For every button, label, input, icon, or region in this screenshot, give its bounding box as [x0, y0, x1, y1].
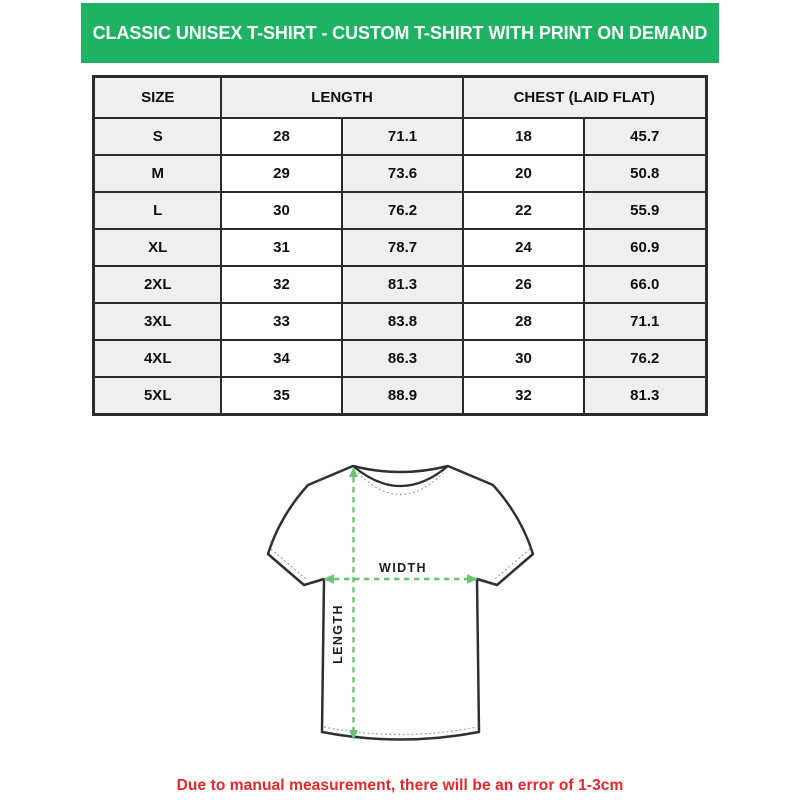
length-cm-cell: 83.8	[342, 303, 463, 340]
chest-in-cell: 22	[463, 192, 584, 229]
chest-in-cell: 24	[463, 229, 584, 266]
width-label: WIDTH	[378, 561, 427, 575]
length-cm-cell: 73.6	[342, 155, 463, 192]
length-cm-cell: 76.2	[342, 192, 463, 229]
chest-in-cell: 30	[463, 340, 584, 377]
banner	[81, 3, 719, 63]
table-row	[94, 155, 706, 192]
size-cell: 2XL	[94, 266, 221, 303]
banner-title: CLASSIC UNISEX T-SHIRT - CUSTOM T-SHIRT WITH PRINT ON DEMAND	[92, 22, 708, 43]
length-cm-cell: 71.1	[342, 118, 463, 155]
chest-cm-cell: 60.9	[584, 229, 706, 266]
tshirt-diagram	[253, 456, 548, 751]
length-in-cell: 34	[221, 340, 342, 377]
header-row	[94, 77, 706, 119]
length-in-cell: 35	[221, 377, 342, 415]
length-in-cell: 32	[221, 266, 342, 303]
length-in-cell: 29	[221, 155, 342, 192]
chest-in-cell: 32	[463, 377, 584, 415]
table-row	[94, 303, 706, 340]
chest-in-cell: 28	[463, 303, 584, 340]
chest-cm-cell: 45.7	[584, 118, 706, 155]
size-cell: 3XL	[94, 303, 221, 340]
chest-in-cell: 26	[463, 266, 584, 303]
length-label: LENGTH	[330, 604, 345, 664]
length-cm-cell: 88.9	[342, 377, 463, 415]
table-row	[94, 266, 706, 303]
chest-in-cell: 20	[463, 155, 584, 192]
chest-cm-cell: 55.9	[584, 192, 706, 229]
size-column-header: SIZE	[94, 77, 221, 119]
length-in-cell: 31	[221, 229, 342, 266]
size-cell: L	[94, 192, 221, 229]
size-chart-table	[92, 75, 707, 416]
chest-cm-cell: 66.0	[584, 266, 706, 303]
length-column-header: LENGTH	[221, 77, 463, 119]
tshirt-outline	[268, 466, 533, 740]
chest-cm-cell: 50.8	[584, 155, 706, 192]
size-cell: 4XL	[94, 340, 221, 377]
length-in-cell: 28	[221, 118, 342, 155]
size-cell: 5XL	[94, 377, 221, 415]
chest-cm-cell: 81.3	[584, 377, 706, 415]
chest-in-cell: 18	[463, 118, 584, 155]
length-cm-cell: 86.3	[342, 340, 463, 377]
table-row	[94, 229, 706, 266]
length-cm-cell: 81.3	[342, 266, 463, 303]
table-row	[94, 192, 706, 229]
table-row	[94, 340, 706, 377]
size-cell: XL	[94, 229, 221, 266]
size-cell: S	[94, 118, 221, 155]
length-cm-cell: 78.7	[342, 229, 463, 266]
table-row	[94, 118, 706, 155]
length-in-cell: 33	[221, 303, 342, 340]
length-in-cell: 30	[221, 192, 342, 229]
size-cell: M	[94, 155, 221, 192]
chest-column-header: CHEST (LAID FLAT)	[463, 77, 706, 119]
chest-cm-cell: 71.1	[584, 303, 706, 340]
table-row	[94, 377, 706, 415]
chest-cm-cell: 76.2	[584, 340, 706, 377]
measurement-note: Due to manual measurement, there will be an error of 1-3cm	[176, 777, 624, 794]
